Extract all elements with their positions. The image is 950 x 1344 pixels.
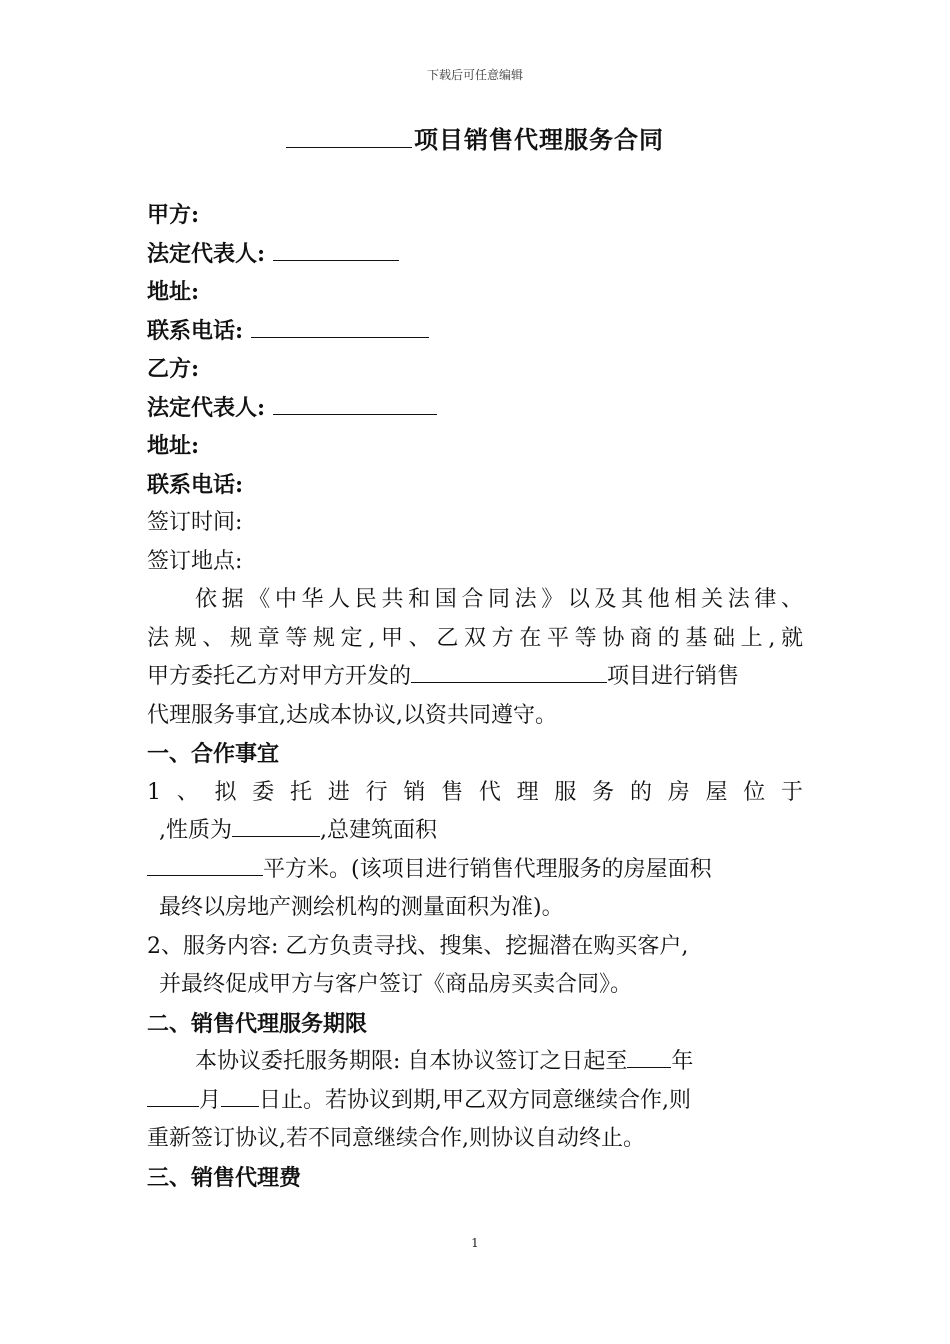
term-text-end: 日止。若协议到期,甲乙双方同意继续合作,则 [259,1087,692,1113]
preamble-line-3 [147,658,803,697]
legal-rep-a-blank [273,236,399,261]
sign-place-line [147,543,803,582]
item-1-line-1: 1、拟委托进行销售代理服务的房屋位于 [147,779,803,805]
phone-a-line [147,312,803,351]
header-note: 下载后可任意编辑 [426,68,523,82]
title-text: 项目销售代理服务合同 [414,125,664,154]
project-blank [411,658,607,683]
legal-rep-a-label: 法定代表人: [147,240,266,267]
contract-title [0,120,950,155]
year-label: 年 [671,1049,694,1074]
preamble-line-3-end: 项目进行销售 [607,664,740,689]
section-1-heading: 一、合作事宜 [147,741,280,767]
phone-a-label: 联系电话: [147,317,244,344]
section-3-heading: 三、销售代理费 [147,1164,302,1191]
area-label: ,总建筑面积 [320,818,437,843]
legal-rep-a-line [147,235,803,274]
address-a-label: 地址: [147,279,200,305]
address-b-line [147,427,803,466]
phone-a-blank [251,313,429,338]
year-blank [627,1043,671,1068]
party-a-line [147,196,803,235]
area-blank [147,851,263,876]
area-unit-text: 平方米。(该项目进行销售代理服务的房屋面积 [263,856,712,882]
legal-rep-b-label: 法定代表人: [147,394,266,421]
item-2-line-1: 2、服务内容: 乙方负责寻找、搜集、挖掘潜在购买客户, [147,933,689,959]
party-b-label: 乙方: [147,356,200,382]
nature-label: ,性质为 [159,818,232,843]
legal-rep-b-line [147,389,803,428]
party-a-label: 甲方: [147,202,200,228]
section-2-heading: 二、销售代理服务期限 [147,1010,368,1037]
sign-time-line [147,504,803,543]
address-a-line [147,273,803,312]
phone-b-label: 联系电话: [147,471,244,498]
page-number: 1 [471,1236,479,1250]
item-1-line-4: 最终以房地产测绘机构的测量面积为准)。 [159,895,564,920]
month-label: 月 [199,1087,222,1113]
item-1-line-3 [147,851,803,890]
project-name-blank [286,125,412,148]
legal-rep-b-blank [273,390,437,415]
term-line-2 [147,1082,803,1121]
preamble-line-1: 依据《中华人民共和国合同法》以及其他相关法律、 [195,587,803,612]
item-2-line-2: 并最终促成甲方与客户签订《商品房买卖合同》。 [159,972,633,997]
term-line-3: 重新签订协议,若不同意继续合作,则协议自动终止。 [147,1126,645,1151]
term-text-start: 本协议委托服务期限: 自本协议签订之日起至 [195,1049,628,1074]
sign-place-label: 签订地点: [147,548,243,574]
preamble-line-2: 法规、规章等规定,甲、乙双方在平等协商的基础上,就 [147,625,803,651]
preamble-line-3-start: 甲方委托乙方对甲方开发的 [147,664,412,689]
day-blank [221,1082,259,1107]
preamble-line-4: 代理服务事宜,达成本协议,以资共同遵守。 [147,702,557,728]
month-blank [147,1082,199,1107]
term-line-1 [147,1043,803,1082]
contract-body [147,196,803,1197]
phone-b-line [147,466,803,505]
item-1-line-2 [147,812,803,851]
nature-blank [232,812,320,837]
address-b-label: 地址: [147,433,200,459]
sign-time-label: 签订时间: [147,510,243,535]
party-b-line [147,350,803,389]
